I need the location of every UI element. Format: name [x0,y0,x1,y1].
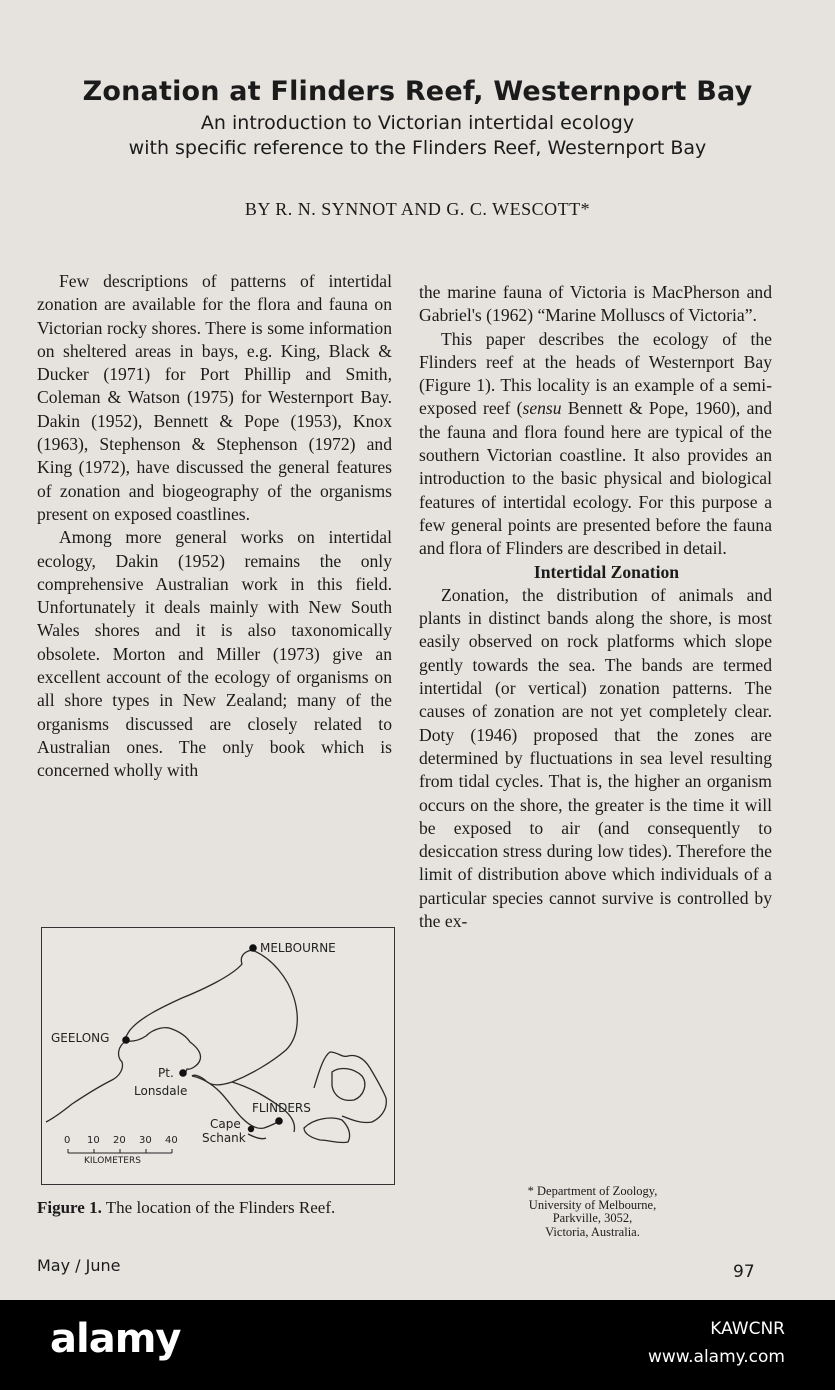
pt-lonsdale-dot [179,1069,187,1077]
cape-schank-dot [248,1126,254,1132]
figure-label: Figure 1. [37,1198,102,1217]
figure-caption-text: The location of the Flinders Reef. [101,1198,336,1217]
scale-unit-label: KILOMETERS [84,1156,141,1166]
byline: BY R. N. SYNNOT AND G. C. WESCOTT* [244,199,591,219]
flinders-dot [275,1117,283,1125]
latin-term: sensu [522,398,562,419]
footnote-line: * Department of Zoology, [527,1184,658,1198]
scale-tick-label: 20 [113,1135,126,1146]
paragraph: Zonation, the distribution of animals and plants in distinct bands along the shore, is most easily observed on rock platforms which slope gently towards the sea. The bands are termed intertidal (or vertical) zonation patterns. The causes of zonation are not yet completely clear. Doty (1946) proposed that the zones are determined by fluctuations in sea level resulting from tidal cycles. That is, the higher an organism occurs on the shore, the greater is the time it will be exposed to air (and consequently to desiccation stress during low tides). Therefore the limit of distribution above which individuals of a particular species cannot survive is controlled by the ex- [419,584,772,932]
map-label-melbourne: MELBOURNE [260,941,336,955]
page-number: 97 [733,1262,755,1282]
issue-date: May / June [37,1256,121,1275]
melbourne-dot [249,944,257,952]
article-title: Zonation at Flinders Reef, Westernport Bay [82,76,753,107]
scale-tick-label: 0 [64,1135,71,1146]
watermark-image-id: KAWCNR [710,1319,785,1339]
body-column-left [37,270,392,783]
map-label-pt: Pt. [158,1066,174,1080]
article-subtitle-line2: with specific reference to the Flinders Reef, Westernport Bay [128,137,707,159]
author-footnote [470,1185,715,1239]
location-map [41,927,395,1185]
body-column-right [419,281,772,933]
watermark-logo: alamy [50,1316,181,1362]
paragraph-text: Bennett & Pope, 1960), and the fauna and flora found here are typical of the southern Victorian coastline. It also provides an introduction to the basic physical and biological features of intertidal ecology. For this purpose a few general points are presented before the fauna and flora of Flinders are described in detail. [419,398,772,559]
watermark-bar [0,1300,835,1390]
watermark-url: www.alamy.com [647,1347,785,1367]
figure-caption [37,1198,392,1218]
scale-tick-label: 10 [87,1135,100,1146]
map-label-schank: Schank [202,1131,246,1145]
map-label-geelong: GEELONG [51,1031,110,1045]
paragraph-text: This paper describes the ecology of the Flinders reef at the heads of Westernport Bay (Figure 1). This locality is an example of a semi-exposed reef ( [419,328,772,419]
section-heading: Intertidal Zonation [533,561,680,582]
footnote-line: Parkville, 3052, [552,1211,633,1225]
map-label-cape: Cape [210,1117,241,1131]
map-label-lonsdale: Lonsdale [134,1084,188,1098]
paragraph [419,328,772,561]
footnote-line: University of Melbourne, [528,1197,657,1212]
scale-tick-label: 30 [139,1135,152,1146]
article-subtitle-line1: An introduction to Victorian intertidal ecology [200,112,635,134]
paragraph: Among more general works on intertidal ecology, Dakin (1952) remains the only comprehensive Australian work in this field. Unfortunately it deals mainly with New South Wales shores and it is also taxonomically obsolete. Morton and Miller (1973) give an excellent account of the ecology of organisms on all shore types in New Zealand; many of the organisms discussed are closely related to Australian ones. The only book which is concerned wholly with [37,527,392,781]
map-label-flinders: FLINDERS [252,1101,311,1115]
geelong-dot [122,1036,130,1044]
paragraph: the marine fauna of Victoria is MacPherson and Gabriel's (1962) “Marine Molluscs of Victoria”. [419,282,772,326]
footnote-line: Victoria, Australia. [545,1224,640,1239]
paragraph: Few descriptions of patterns of intertidal zonation are available for the flora and fauna on Victorian rocky shores. There is some information on sheltered areas in bays, e.g. King, Black & Ducker (1971) for Port Phillip and Smith, Coleman & Watson (1975) for Westernport Bay. Dakin (1952), Bennett & Pope (1953), Knox (1963), Stephenson & Stephenson (1972) and King (1972), have discussed the general features of zonation and biogeography of the organisms present on exposed coastlines. [37,271,392,524]
scale-tick-label: 40 [165,1135,178,1146]
